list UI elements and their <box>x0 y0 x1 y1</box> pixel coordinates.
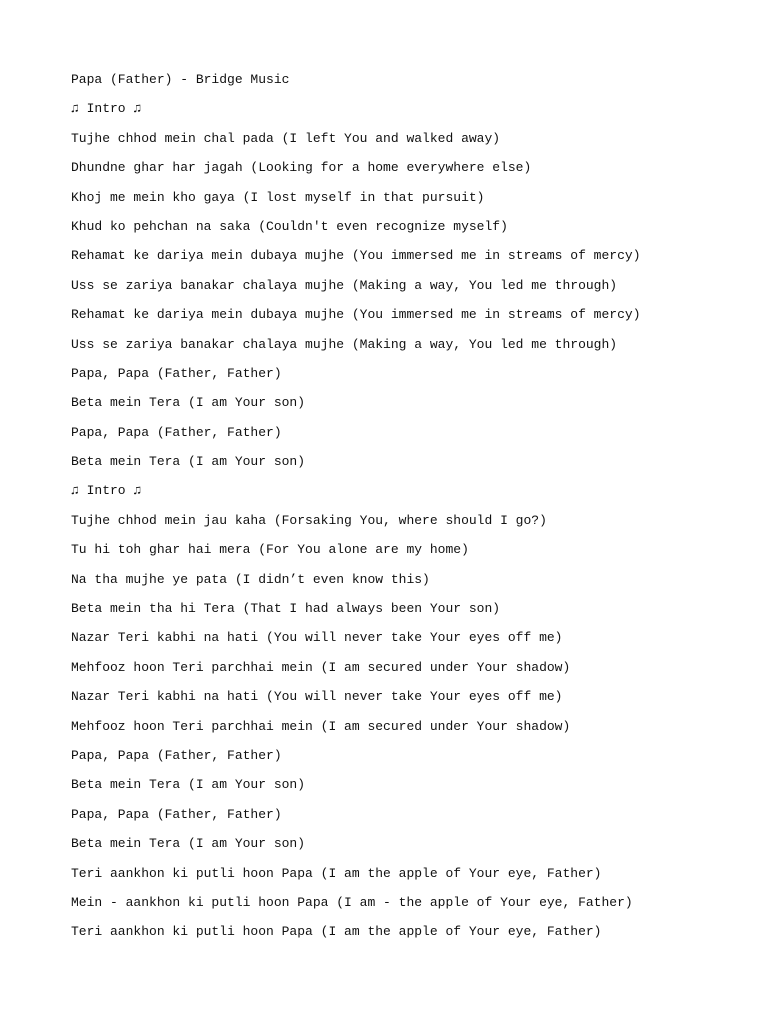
lyric-line: Tu hi toh ghar hai mera (For You alone are my home) <box>71 542 469 558</box>
lyric-line: Na tha mujhe ye pata (I didn’t even know this) <box>71 571 430 587</box>
lyric-line: Rehamat ke dariya mein dubaya mujhe (You immersed me in streams of mercy) <box>71 307 641 323</box>
lyric-line: Beta mein tha hi Tera (That I had always been Your son) <box>71 601 501 617</box>
section-marker-intro: ♫ Intro ♫ <box>71 101 142 117</box>
lyrics-document <box>71 71 751 953</box>
lyric-line: Beta mein Tera (I am Your son) <box>71 395 306 411</box>
lyric-line: Rehamat ke dariya mein dubaya mujhe (You immersed me in streams of mercy) <box>71 248 641 264</box>
lyric-line: Papa, Papa (Father, Father) <box>71 424 282 440</box>
lyric-line: Teri aankhon ki putli hoon Papa (I am the apple of Your eye, Father) <box>71 865 602 881</box>
lyric-line: Khud ko pehchan na saka (Couldn't even recognize myself) <box>71 218 508 234</box>
lyric-line: Papa, Papa (Father, Father) <box>71 365 282 381</box>
lyric-line: Tujhe chhod mein chal pada (I left You and walked away) <box>71 130 501 146</box>
lyric-line: Teri aankhon ki putli hoon Papa (I am the apple of Your eye, Father) <box>71 924 602 940</box>
lyric-line: Dhundne ghar har jagah (Looking for a home everywhere else) <box>71 160 532 176</box>
lyric-line: Uss se zariya banakar chalaya mujhe (Making a way, You led me through) <box>71 336 618 352</box>
section-marker-intro: ♫ Intro ♫ <box>71 483 142 499</box>
lyric-line: Uss se zariya banakar chalaya mujhe (Making a way, You led me through) <box>71 277 618 293</box>
lyric-line: Beta mein Tera (I am Your son) <box>71 836 306 852</box>
lyric-line: Beta mein Tera (I am Your son) <box>71 454 306 470</box>
lyric-line: Khoj me mein kho gaya (I lost myself in that pursuit) <box>71 189 485 205</box>
lyric-line: Mehfooz hoon Teri parchhai mein (I am secured under Your shadow) <box>71 659 571 675</box>
lyric-line: Papa, Papa (Father, Father) <box>71 806 282 822</box>
lyric-line: Mehfooz hoon Teri parchhai mein (I am secured under Your shadow) <box>71 718 571 734</box>
lyric-line: Mein - aankhon ki putli hoon Papa (I am - the apple of Your eye, Father) <box>71 894 633 910</box>
document-title: Papa (Father) - Bridge Music <box>71 72 290 87</box>
lyric-line: Nazar Teri kabhi na hati (You will never take Your eyes off me) <box>71 689 563 705</box>
lyric-line: Papa, Papa (Father, Father) <box>71 747 282 763</box>
lyric-line: Nazar Teri kabhi na hati (You will never take Your eyes off me) <box>71 630 563 646</box>
lyric-line: Beta mein Tera (I am Your son) <box>71 777 306 793</box>
lyric-line: Tujhe chhod mein jau kaha (Forsaking You, where should I go?) <box>71 512 547 528</box>
